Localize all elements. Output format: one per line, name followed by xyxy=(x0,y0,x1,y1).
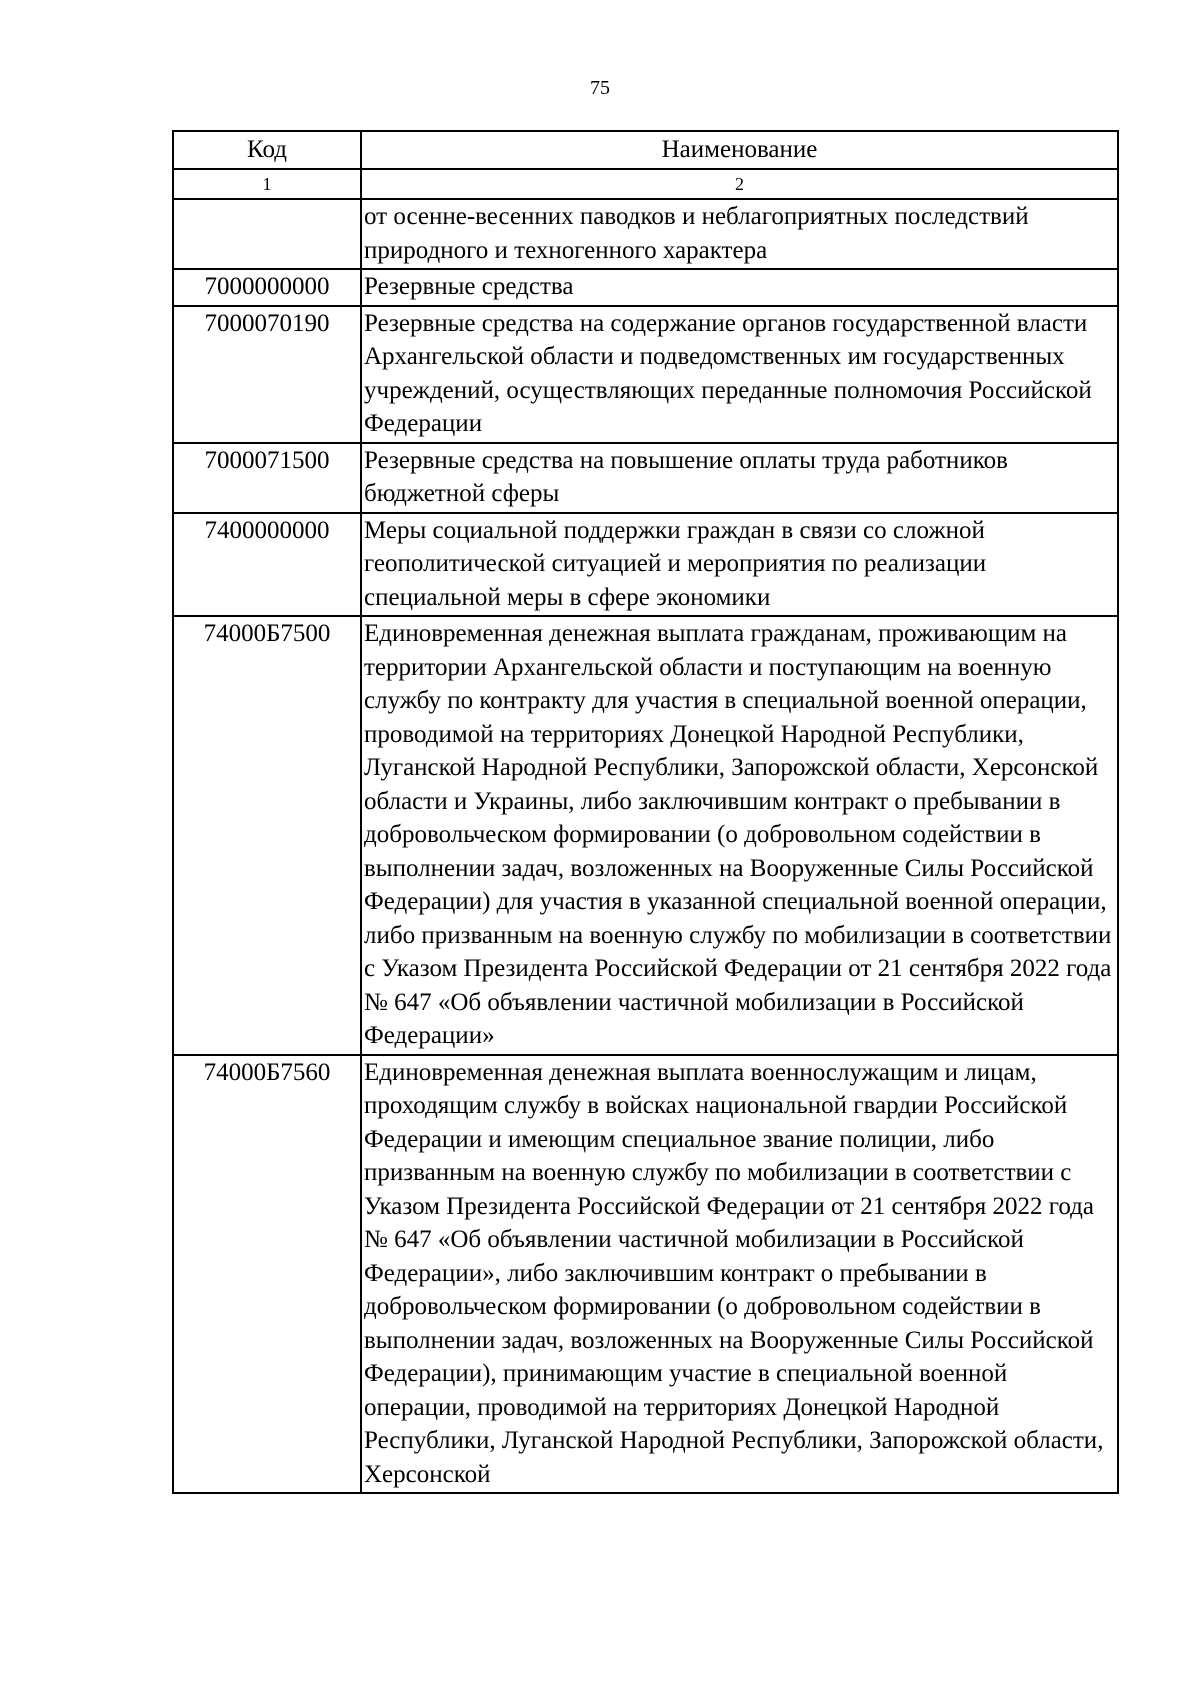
header-code: Код xyxy=(173,131,361,169)
header-name: Наименование xyxy=(361,131,1118,169)
row-name: Резервные средства на повышение оплаты труда работников бюджетной сферы xyxy=(361,443,1118,513)
row-name: Единовременная денежная выплата гражданам, проживающим на территории Архангельской области и поступающим на военную службу по контракту для участия в специальной военной операции, проводимой на территориях Донецкой Народной Республики, Луганской Народной Республики, Запорожской области, Херсонской области и Украины, либо заключившим контракт о пребывании в добровольческом формировании (о добровольном содействии в выполнении задач, возложенных на Вооруженные Силы Российской Федерации) для участия в указанной специальной военной операции, либо призванным на военную службу по мобилизации в соответствии с Указом Президента Российской Федерации от 21 сентября 2022 года № 647 «Об объявлении частичной мобилизации в Российской Федерации» xyxy=(361,616,1118,1055)
row-code: 74000Б7560 xyxy=(173,1055,361,1494)
column-number-code: 1 xyxy=(173,169,361,199)
budget-code-table xyxy=(172,130,1119,1494)
row-code: 7400000000 xyxy=(173,513,361,617)
row-code: 74000Б7500 xyxy=(173,616,361,1055)
row-code: 7000070190 xyxy=(173,306,361,443)
row-code: 7000071500 xyxy=(173,443,361,513)
table-row xyxy=(173,306,1118,443)
row-name: Резервные средства на содержание органов государственной власти Архангельской области и подведомственных им государственных учреждений, осуществляющих переданные полномочия Российской Федерации xyxy=(361,306,1118,443)
table-row xyxy=(173,513,1118,617)
table-row xyxy=(173,1055,1118,1494)
table-row xyxy=(173,616,1118,1055)
row-code xyxy=(173,199,361,269)
row-name: Меры социальной поддержки граждан в связи со сложной геополитической ситуацией и мероприятия по реализации специальной меры в сфере экономики xyxy=(361,513,1118,617)
row-name: Резервные средства xyxy=(361,269,1118,306)
row-name: Единовременная денежная выплата военнослужащим и лицам, проходящим службу в войсках национальной гвардии Российской Федерации и имеющим специальное звание полиции, либо призванным на военную службу по мобилизации в соответствии с Указом Президента Российской Федерации от 21 сентября 2022 года № 647 «Об объявлении частичной мобилизации в Российской Федерации», либо заключившим контракт о пребывании в добровольческом формировании (о добровольном содействии в выполнении задач, возложенных на Вооруженные Силы Российской Федерации), принимающим участие в специальной военной операции, проводимой на территориях Донецкой Народной Республики, Луганской Народной Республики, Запорожской области, Херсонской xyxy=(361,1055,1118,1494)
row-code: 7000000000 xyxy=(173,269,361,306)
table-row xyxy=(173,269,1118,306)
column-number-row xyxy=(173,169,1118,199)
table-row xyxy=(173,443,1118,513)
column-number-name: 2 xyxy=(361,169,1118,199)
table-row xyxy=(173,199,1118,269)
page-number: 75 xyxy=(590,77,610,99)
row-name: от осенне-весенних паводков и неблагоприятных последствий природного и техногенного характера xyxy=(361,199,1118,269)
table-header-row xyxy=(173,131,1118,169)
